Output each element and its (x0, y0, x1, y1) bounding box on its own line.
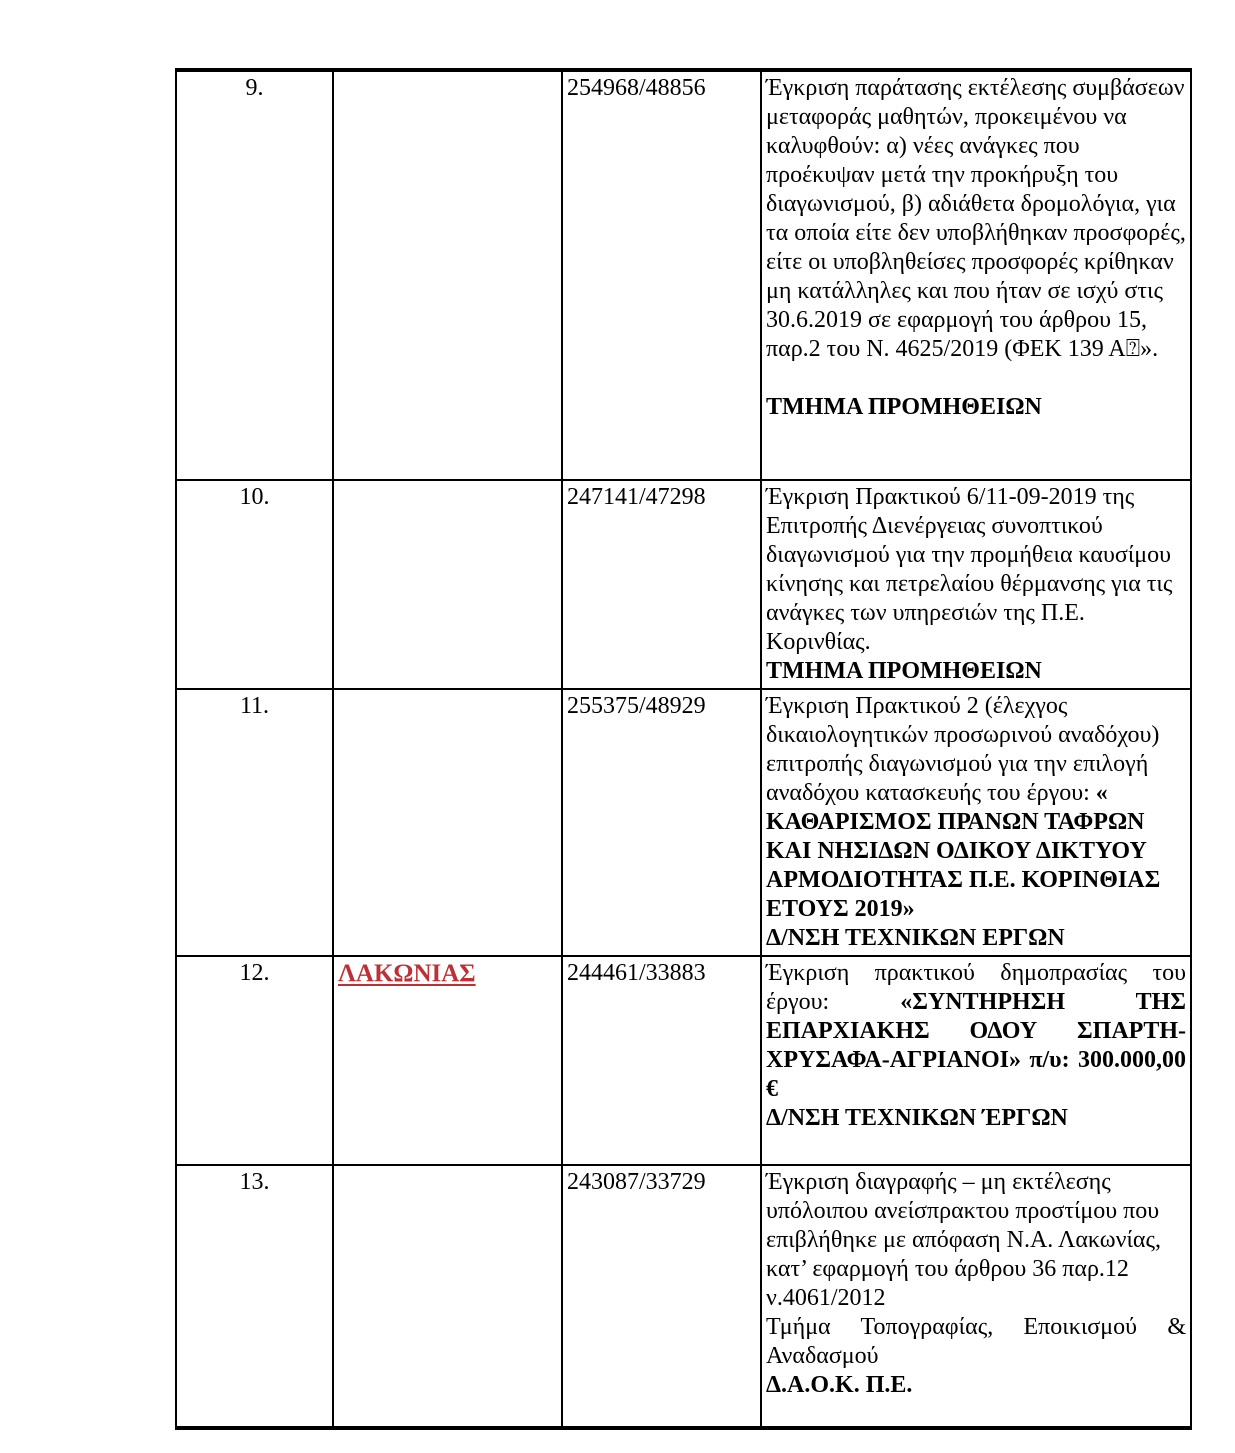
protocol-number-cell: 247141/47298 (562, 480, 761, 689)
bold-text-run: ΤΜΗΜΑ ΠΡΟΜΗΘΕΙΩΝ (766, 394, 1042, 420)
subject-paragraph (766, 1168, 1186, 1313)
text-run: Έγκριση Πρακτικού 2 (έλεχγος δικαιολογητικών προσωρινού αναδόχου) επιτροπής διαγωνισμού για την επιλογή αναδόχου κατασκευής του έργου: (766, 693, 1160, 806)
subject-paragraph (766, 483, 1186, 657)
text-run: Τμήμα Τοπογραφίας, Εποικισμού & Αναδασμού (766, 1314, 1186, 1369)
protocol-number-cell: 243087/33729 (562, 1165, 761, 1428)
subject-cell (761, 1165, 1191, 1428)
bold-text-run: «ΣΥΝΤΗΡΗΣΗ ΤΗΣ ΕΠΑΡΧΙΑΚΗΣ ΟΔΟΥ ΣΠΑΡΤΗ-ΧΡΥΣΑΦΑ-ΑΓΡΙΑΝΟΙ» π/υ: 300.000,00 € (766, 989, 1186, 1102)
table-row (176, 70, 1191, 480)
text-run: Έγκριση παράτασης εκτέλεσης συμβάσεων μεταφοράς μαθητών, προκειμένου να καλυφθούν: α) νέες ανάγκες που προέκυψαν μετά την προκήρυξη του διαγωνισμού, β) αδιάθετα δρομολόγια, για τα οποία είτε δεν υποβλήθηκαν προσφορές, είτε οι υποβληθείσες προσφορές κρίθηκαν μη κατάλληλες και που ήταν σε ισχύ στις 30.6.2019 σε εφαρμογή του άρθρου 15, παρ.2 του Ν. 4625/2019 (ΦΕΚ 139 Α⍰». (766, 75, 1186, 362)
subject-paragraph (766, 924, 1186, 953)
text-run: Έγκριση Πρακτικού 6/11-09-2019 της Επιτροπής Διενέργειας συνοπτικού διαγωνισμού για την προμήθεια καυσίμου κίνησης και πετρελαίου θέρμανσης για τις ανάγκες των υπηρεσιών της Π.Ε. Κορινθίας. (766, 484, 1173, 655)
region-cell (333, 480, 562, 689)
subject-cell (761, 480, 1191, 689)
protocol-number-cell: 244461/33883 (562, 956, 761, 1165)
protocol-number-cell: 255375/48929 (562, 689, 761, 956)
subject-cell (761, 689, 1191, 956)
bold-text-run: ΤΜΗΜΑ ΠΡΟΜΗΘΕΙΩΝ (766, 658, 1042, 684)
subject-paragraph (766, 74, 1186, 364)
region-cell (333, 956, 562, 1165)
table-row (176, 956, 1191, 1165)
bold-text-run: Δ.Α.Ο.Κ. Π.Ε. (766, 1372, 913, 1398)
region-cell (333, 689, 562, 956)
table-body (176, 70, 1191, 1428)
region-cell (333, 1165, 562, 1428)
text-run: Έγκριση πρακτικού δημοπρασίας του έργου: (766, 960, 1186, 1015)
subject-paragraph (766, 657, 1186, 686)
bold-text-run: Δ/ΝΣΗ ΤΕΧΝΙΚΩΝ ΕΡΓΩΝ (766, 925, 1065, 951)
blank-line (766, 364, 1186, 393)
subject-paragraph (766, 1104, 1186, 1133)
region-cell (333, 70, 562, 480)
text-run: Έγκριση διαγραφής – μη εκτέλεσης υπόλοιπου ανείσπρακτου προστίμου που επιβλήθηκε με απόφαση Ν.Α. Λακωνίας, κατ’ εφαρμογή του άρθρου 36 παρ.12 ν.4061/2012 (766, 1169, 1161, 1311)
bold-text-run: « ΚΑΘΑΡΙΣΜΟΣ ΠΡΑΝΩΝ ΤΑΦΡΩΝ ΚΑΙ ΝΗΣΙΔΩΝ ΟΔΙΚΟΥ ΔΙΚΤΥΟΥ ΑΡΜΟΔΙΟΤΗΤΑΣ Π.Ε. ΚΟΡΙΝΘΙΑΣ ΕΤΟΥΣ 2019» (766, 780, 1161, 922)
row-number-cell: 10. (176, 480, 333, 689)
table-row (176, 480, 1191, 689)
row-number-cell: 9. (176, 70, 333, 480)
subject-paragraph (766, 959, 1186, 1104)
bold-text-run: Δ/ΝΣΗ ΤΕΧΝΙΚΩΝ ΈΡΓΩΝ (766, 1105, 1068, 1131)
decisions-table (175, 68, 1192, 1430)
protocol-number-cell: 254968/48856 (562, 70, 761, 480)
subject-paragraph (766, 1371, 1186, 1400)
row-number-cell: 13. (176, 1165, 333, 1428)
table-row (176, 1165, 1191, 1428)
subject-cell (761, 956, 1191, 1165)
row-number-cell: 12. (176, 956, 333, 1165)
subject-paragraph (766, 692, 1186, 924)
table-row (176, 689, 1191, 956)
region-label: ΛΑΚΩΝΙΑΣ (338, 960, 476, 987)
subject-paragraph (766, 393, 1186, 422)
row-number-cell: 11. (176, 689, 333, 956)
subject-paragraph (766, 1313, 1186, 1371)
subject-cell (761, 70, 1191, 480)
